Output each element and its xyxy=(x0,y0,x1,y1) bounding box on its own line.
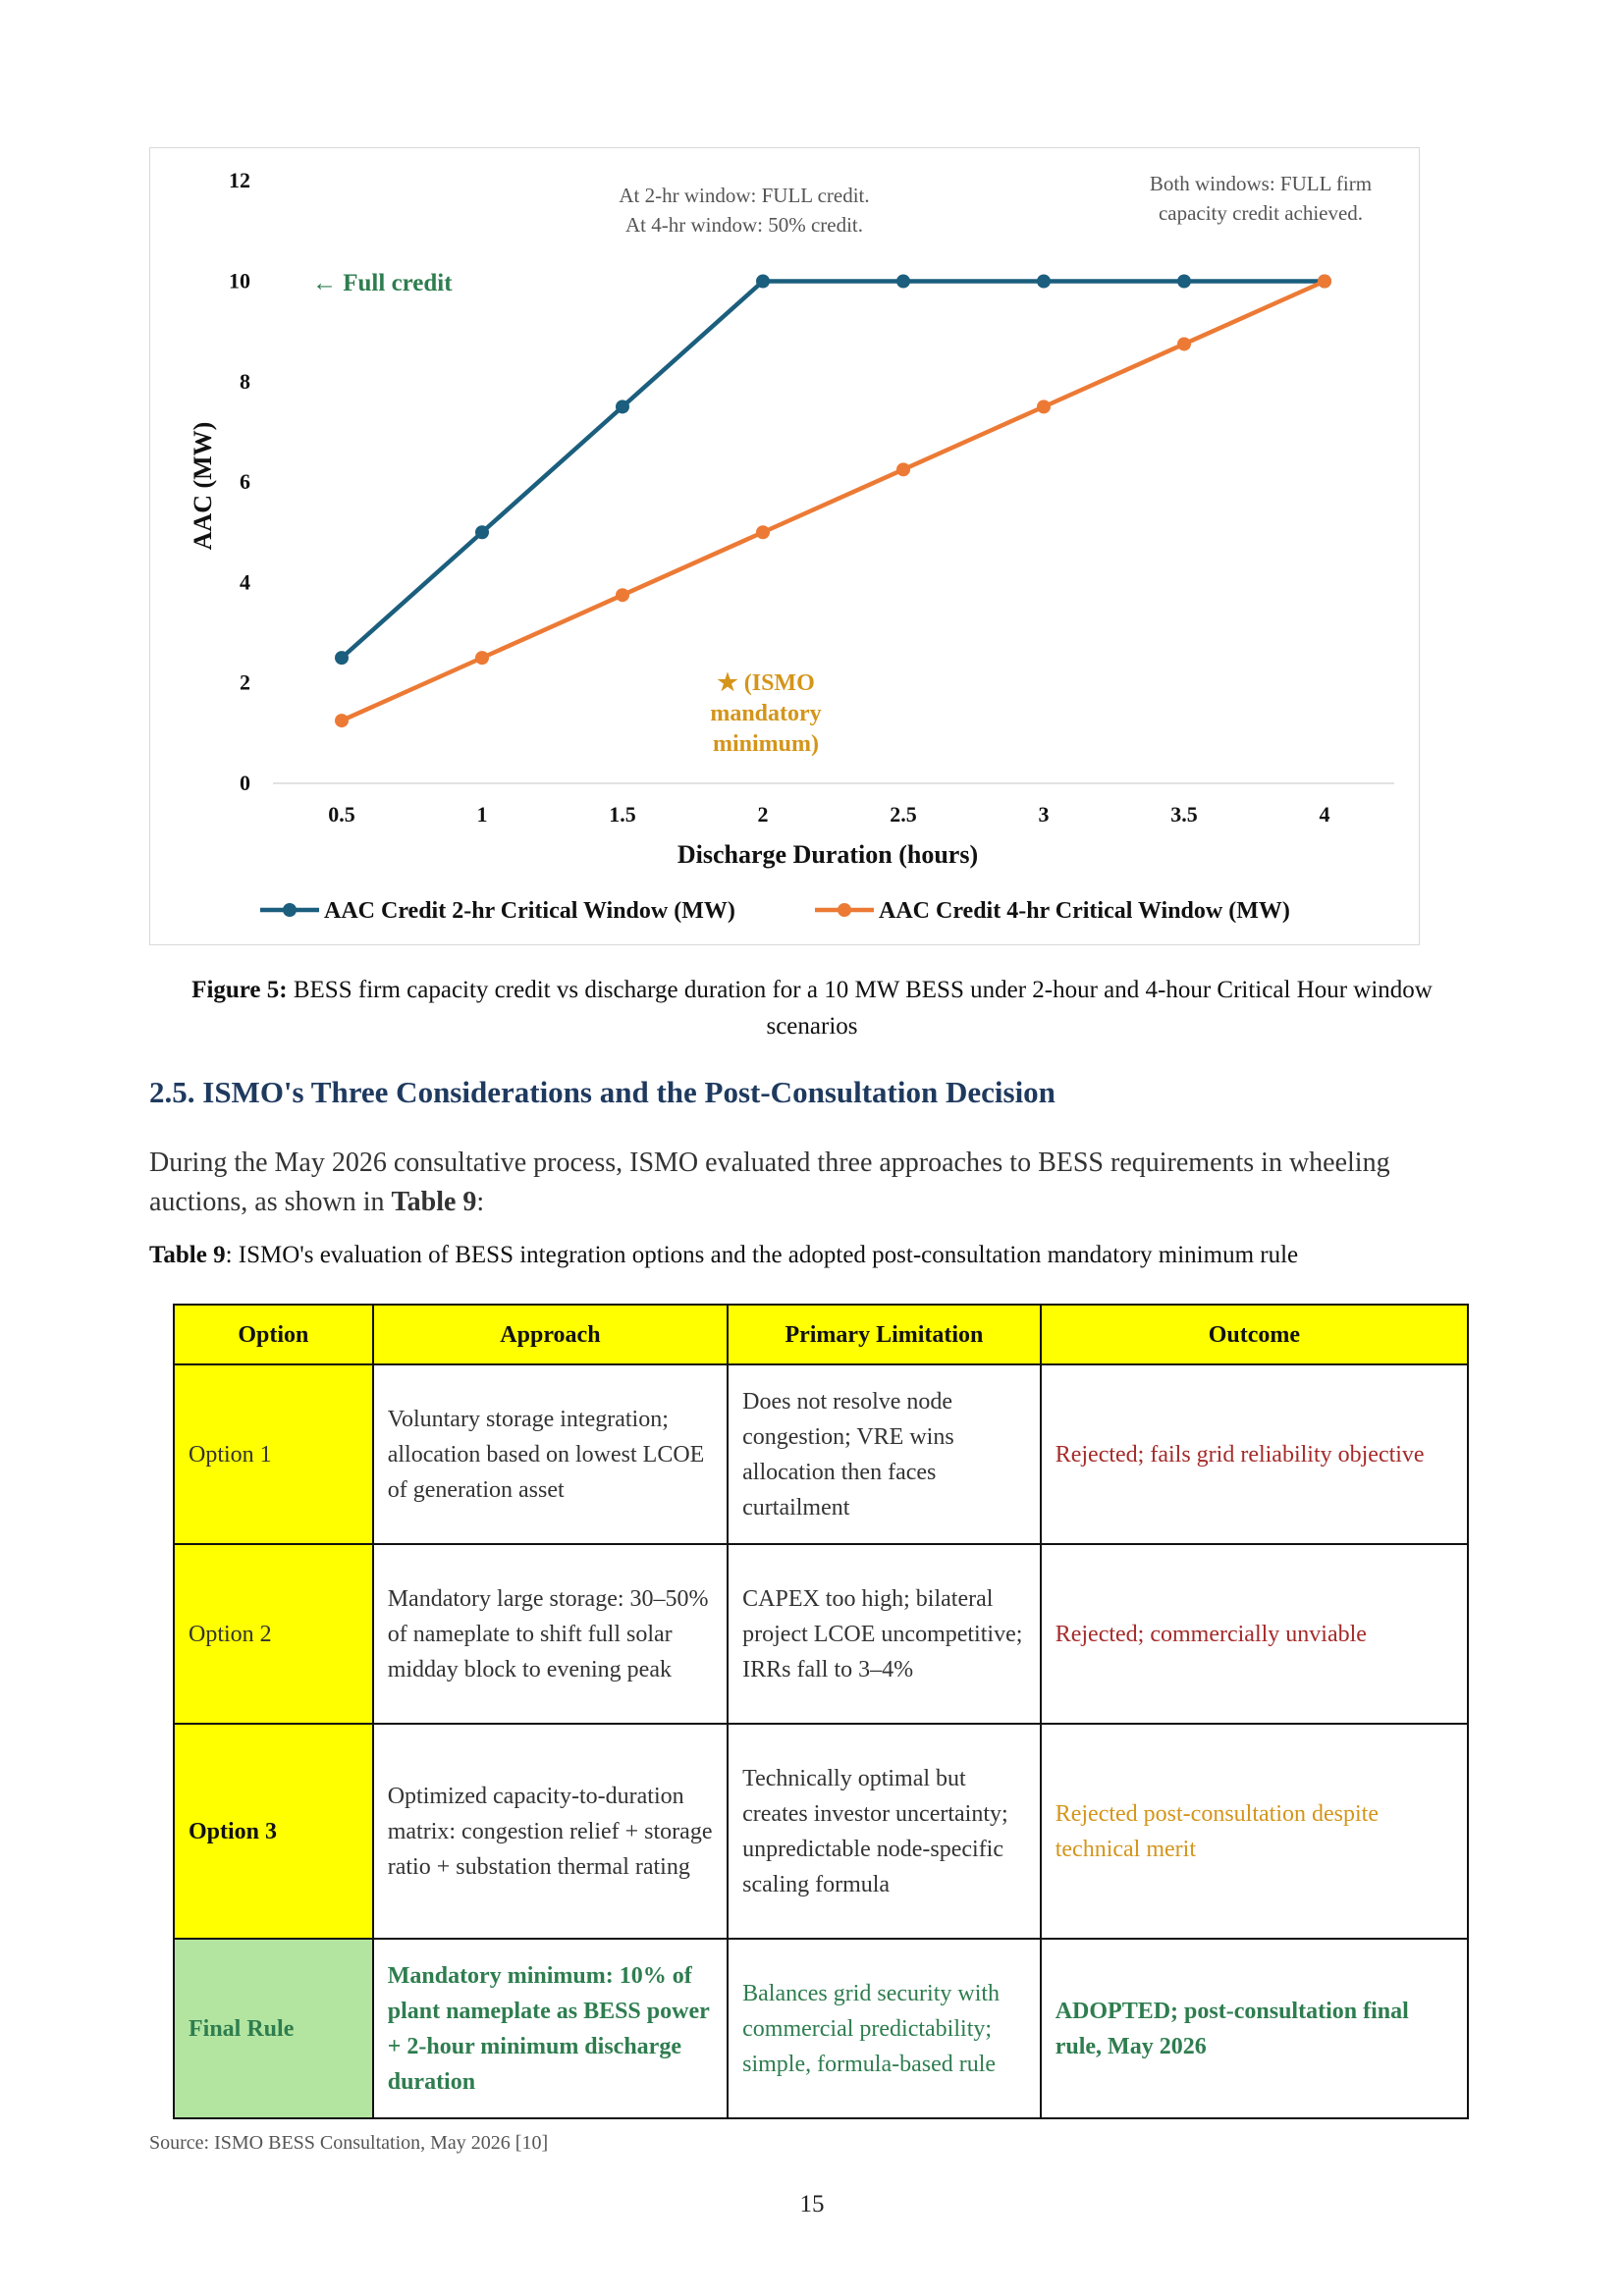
approach-cell: Mandatory large storage: 30–50% of nameplate to shift full solar midday block to evening peak xyxy=(373,1544,728,1724)
table-row xyxy=(174,1939,1468,2118)
data-point xyxy=(1177,337,1191,350)
header-approach: Approach xyxy=(373,1305,728,1364)
legend-swatch-marker xyxy=(838,903,851,917)
y-tick-label: 4 xyxy=(240,569,250,595)
data-point xyxy=(896,275,910,289)
header-outcome: Outcome xyxy=(1041,1305,1468,1364)
page-number: 15 xyxy=(799,2191,825,2217)
both-windows-note: capacity credit achieved. xyxy=(1158,201,1364,225)
intro-end: : xyxy=(476,1187,485,1217)
section-heading: 2.5. ISMO's Three Considerations and the Post-Consultation Decision xyxy=(149,1075,1056,1109)
y-tick-label: 2 xyxy=(240,669,250,695)
data-point xyxy=(475,525,489,539)
data-point xyxy=(1318,275,1331,289)
intro-text: During the May 2026 consultative process, ISMO evaluated three approaches to BESS requirements in wheeling auctions, as shown in xyxy=(149,1148,1390,1217)
x-tick-label: 2.5 xyxy=(890,802,917,827)
outcome-cell: Rejected; fails grid reliability objective xyxy=(1041,1364,1468,1544)
limitation-cell: Technically optimal but creates investor uncertainty; unpredictable node-specific scaling formula xyxy=(728,1724,1041,1939)
limitation-cell: CAPEX too high; bilateral project LCOE uncompetitive; IRRs fall to 3–4% xyxy=(728,1544,1041,1724)
x-axis-title: Discharge Duration (hours) xyxy=(677,840,979,869)
y-tick-label: 8 xyxy=(240,368,250,394)
data-point xyxy=(335,714,349,727)
data-point xyxy=(1037,275,1051,289)
x-tick-label: 3.5 xyxy=(1170,802,1198,827)
data-point xyxy=(896,462,910,476)
table-reference: Table 9 xyxy=(391,1187,477,1217)
y-tick-label: 10 xyxy=(229,268,250,294)
option-cell: Final Rule xyxy=(174,1939,373,2118)
series-line xyxy=(342,282,1325,659)
ismo-minimum-annotation: mandatory xyxy=(710,701,822,726)
x-tick-label: 4 xyxy=(1319,802,1330,827)
table-row xyxy=(174,1544,1468,1724)
approach-cell: Voluntary storage integration; allocation based on lowest LCOE of generation asset xyxy=(373,1364,728,1544)
full-credit-annotation: ← Full credit xyxy=(312,270,453,296)
approach-cell: Optimized capacity-to-duration matrix: congestion relief + storage ratio + substation thermal rating xyxy=(373,1724,728,1939)
data-point xyxy=(616,400,629,413)
data-point xyxy=(335,651,349,665)
table-row xyxy=(174,1724,1468,1939)
legend-swatch-marker xyxy=(283,903,297,917)
approach-cell: Mandatory minimum: 10% of plant nameplate as BESS power + 2-hour minimum discharge duration xyxy=(373,1939,728,2118)
data-point xyxy=(756,525,770,539)
y-tick-label: 6 xyxy=(240,469,250,495)
x-tick-label: 1.5 xyxy=(609,802,636,827)
table-title-text: : ISMO's evaluation of BESS integration options and the adopted post-consultation mandatory minimum rule xyxy=(225,1242,1299,1268)
figure-caption-label: Figure 5: xyxy=(191,977,288,1003)
limitation-cell: Balances grid security with commercial predictability; simple, formula-based rule xyxy=(728,1939,1041,2118)
two-hr-note: At 4-hr window: 50% credit. xyxy=(624,213,864,237)
outcome-cell: Rejected; commercially unviable xyxy=(1041,1544,1468,1724)
x-tick-label: 2 xyxy=(757,802,769,827)
figure-caption xyxy=(157,972,1467,1044)
figure-caption-text: BESS firm capacity credit vs discharge duration for a 10 MW BESS under 2-hour and 4-hour Critical Hour window scenarios xyxy=(287,977,1433,1040)
aac-credit-chart xyxy=(0,0,1624,962)
ismo-minimum-annotation: minimum) xyxy=(713,731,819,757)
two-hr-note: At 2-hr window: FULL credit. xyxy=(619,184,870,207)
option-cell: Option 1 xyxy=(174,1364,373,1544)
legend-label: AAC Credit 2-hr Critical Window (MW) xyxy=(324,898,735,924)
table-title-label: Table 9 xyxy=(149,1242,226,1268)
limitation-cell: Does not resolve node congestion; VRE wins allocation then faces curtailment xyxy=(728,1364,1041,1544)
source-note: Source: ISMO BESS Consultation, May 2026 [10] xyxy=(149,2132,549,2154)
both-windows-note: Both windows: FULL firm xyxy=(1149,172,1373,195)
legend-label: AAC Credit 4-hr Critical Window (MW) xyxy=(879,898,1290,924)
data-point xyxy=(616,588,629,602)
data-point xyxy=(756,275,770,289)
x-tick-label: 3 xyxy=(1038,802,1050,827)
data-point xyxy=(1037,400,1051,413)
data-point xyxy=(475,651,489,665)
y-tick-label: 0 xyxy=(240,771,250,795)
options-table xyxy=(173,1304,1469,2119)
table-row xyxy=(174,1364,1468,1544)
x-tick-label: 1 xyxy=(476,802,488,827)
y-axis-title: AAC (MW) xyxy=(189,421,217,551)
x-tick-label: 0.5 xyxy=(328,802,355,827)
ismo-minimum-annotation: ★ (ISMO xyxy=(717,670,815,696)
outcome-cell: Rejected post-consultation despite technical merit xyxy=(1041,1724,1468,1939)
data-point xyxy=(1177,275,1191,289)
table-title xyxy=(149,1242,1298,1269)
table-header-row xyxy=(174,1305,1468,1364)
intro-paragraph xyxy=(149,1144,1494,1222)
series-line xyxy=(342,282,1325,721)
outcome-cell: ADOPTED; post-consultation final rule, May 2026 xyxy=(1041,1939,1468,2118)
option-cell: Option 3 xyxy=(174,1724,373,1939)
header-limitation: Primary Limitation xyxy=(728,1305,1041,1364)
header-option: Option xyxy=(174,1305,373,1364)
y-tick-label: 12 xyxy=(229,168,250,193)
option-cell: Option 2 xyxy=(174,1544,373,1724)
